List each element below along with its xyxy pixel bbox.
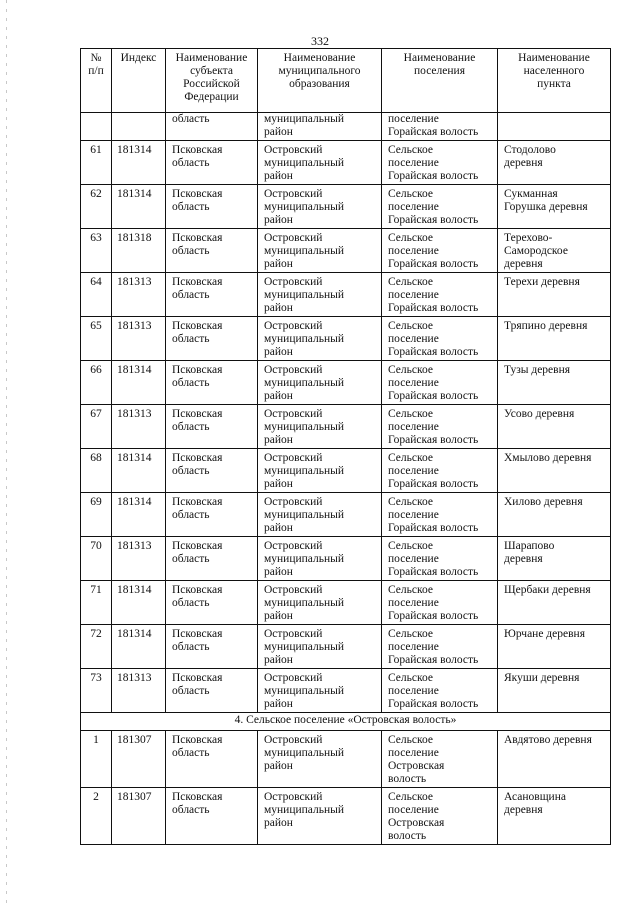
- cell-locality: Стодолово деревня: [498, 141, 611, 185]
- table-row: [81, 361, 611, 405]
- cell-municipality: Островский муниципальный район: [258, 273, 382, 317]
- table-row: [81, 625, 611, 669]
- cell-locality: Хилово деревня: [498, 493, 611, 537]
- cell-number: 71: [81, 581, 112, 625]
- cell-subject: Псковская область: [166, 405, 258, 449]
- cell-locality: Якуши деревня: [498, 669, 611, 713]
- header-index: Индекс: [112, 49, 166, 113]
- cell-settlement: Сельское поселение Горайская волость: [382, 229, 498, 273]
- cell-settlement: Сельское поселение Горайская волость: [382, 361, 498, 405]
- cell-settlement: Сельское поселение Островская волость: [382, 788, 498, 845]
- header-number: № п/п: [81, 49, 112, 113]
- cell-municipality: Островский муниципальный район: [258, 581, 382, 625]
- cell-number: 69: [81, 493, 112, 537]
- header-locality: Наименование населенного пункта: [498, 49, 611, 113]
- cell-index: 181314: [112, 185, 166, 229]
- cell-subject: Псковская область: [166, 788, 258, 845]
- cell-index: 181314: [112, 581, 166, 625]
- cell-settlement: Сельское поселение Горайская волость: [382, 273, 498, 317]
- cell-settlement: Сельское поселение Островская волость: [382, 731, 498, 788]
- page-number: 332: [311, 34, 329, 48]
- cell-municipality: Островский муниципальный район: [258, 449, 382, 493]
- cell-subject: Псковская область: [166, 229, 258, 273]
- cell-municipality: Островский муниципальный район: [258, 788, 382, 845]
- cell-index: 181313: [112, 273, 166, 317]
- cell-municipality: муниципальный район: [258, 113, 382, 141]
- cell-number: 68: [81, 449, 112, 493]
- cell-municipality: Островский муниципальный район: [258, 405, 382, 449]
- table-row: [81, 537, 611, 581]
- cell-settlement: Сельское поселение Горайская волость: [382, 537, 498, 581]
- cell-number: 62: [81, 185, 112, 229]
- cell-number: 61: [81, 141, 112, 185]
- cell-number: 73: [81, 669, 112, 713]
- cell-municipality: Островский муниципальный район: [258, 185, 382, 229]
- cell-index: 181313: [112, 405, 166, 449]
- table-row: [81, 581, 611, 625]
- table-row: [81, 317, 611, 361]
- cell-index: 181307: [112, 788, 166, 845]
- cell-index: 181318: [112, 229, 166, 273]
- table-row: [81, 141, 611, 185]
- cell-locality: Хмылово деревня: [498, 449, 611, 493]
- cell-number: 72: [81, 625, 112, 669]
- cell-number: 2: [81, 788, 112, 845]
- cell-locality: Тряпино деревня: [498, 317, 611, 361]
- cell-number: 63: [81, 229, 112, 273]
- cell-index: 181313: [112, 537, 166, 581]
- cell-settlement: Сельское поселение Горайская волость: [382, 405, 498, 449]
- cell-settlement: Сельское поселение Горайская волость: [382, 493, 498, 537]
- cell-locality: Щербаки деревня: [498, 581, 611, 625]
- cell-municipality: Островский муниципальный район: [258, 731, 382, 788]
- header-subject: Наименование субъекта Российской Федерации: [166, 49, 258, 113]
- cell-locality: Терехи деревня: [498, 273, 611, 317]
- cell-number: 64: [81, 273, 112, 317]
- cell-locality: Асановщина деревня: [498, 788, 611, 845]
- cell-municipality: Островский муниципальный район: [258, 669, 382, 713]
- cell-settlement: Сельское поселение Горайская волость: [382, 669, 498, 713]
- cell-subject: Псковская область: [166, 493, 258, 537]
- cell-index: 181314: [112, 361, 166, 405]
- table-row: [81, 449, 611, 493]
- cell-subject: область: [166, 113, 258, 141]
- cell-subject: Псковская область: [166, 449, 258, 493]
- cell-settlement: Сельское поселение Горайская волость: [382, 625, 498, 669]
- cell-municipality: Островский муниципальный район: [258, 141, 382, 185]
- cell-index: 181314: [112, 141, 166, 185]
- cell-locality: Усово деревня: [498, 405, 611, 449]
- cell-settlement: поселение Горайская волость: [382, 113, 498, 141]
- cell-municipality: Островский муниципальный район: [258, 537, 382, 581]
- cell-settlement: Сельское поселение Горайская волость: [382, 317, 498, 361]
- scan-edge-artifact: [6, 0, 7, 905]
- cell-index: 181307: [112, 731, 166, 788]
- cell-index: 181314: [112, 449, 166, 493]
- cell-settlement: Сельское поселение Горайская волость: [382, 581, 498, 625]
- cell-number: 66: [81, 361, 112, 405]
- cell-locality: Терехово- Самородское деревня: [498, 229, 611, 273]
- cell-index: 181314: [112, 493, 166, 537]
- cell-subject: Псковская область: [166, 185, 258, 229]
- cell-subject: Псковская область: [166, 317, 258, 361]
- cell-locality: Шарапово деревня: [498, 537, 611, 581]
- cell-subject: Псковская область: [166, 625, 258, 669]
- cell-index: 181313: [112, 669, 166, 713]
- cell-municipality: Островский муниципальный район: [258, 625, 382, 669]
- settlements-table: [80, 48, 611, 845]
- cell-locality: Авдятово деревня: [498, 731, 611, 788]
- cell-number: 65: [81, 317, 112, 361]
- header-municipality: Наименование муниципального образования: [258, 49, 382, 113]
- cell-municipality: Островский муниципальный район: [258, 229, 382, 273]
- cell-subject: Псковская область: [166, 141, 258, 185]
- table-row: [81, 273, 611, 317]
- cell-number: 1: [81, 731, 112, 788]
- table-row: [81, 229, 611, 273]
- cell-subject: Псковская область: [166, 669, 258, 713]
- cell-municipality: Островский муниципальный район: [258, 317, 382, 361]
- cell-index: 181313: [112, 317, 166, 361]
- cell-number: 67: [81, 405, 112, 449]
- cell-settlement: Сельское поселение Горайская волость: [382, 141, 498, 185]
- section-title: 4. Сельское поселение «Островская волость»: [81, 713, 611, 731]
- table-row: [81, 788, 611, 845]
- cell-locality: Сукманная Горушка деревня: [498, 185, 611, 229]
- cell-number: [81, 113, 112, 141]
- cell-subject: Псковская область: [166, 581, 258, 625]
- continuation-row: [81, 113, 611, 141]
- cell-locality: [498, 113, 611, 141]
- cell-index: 181314: [112, 625, 166, 669]
- table-header-row: [81, 49, 611, 113]
- cell-locality: Юрчане деревня: [498, 625, 611, 669]
- table-row: [81, 493, 611, 537]
- cell-municipality: Островский муниципальный район: [258, 361, 382, 405]
- cell-subject: Псковская область: [166, 537, 258, 581]
- cell-municipality: Островский муниципальный район: [258, 493, 382, 537]
- cell-subject: Псковская область: [166, 731, 258, 788]
- section-heading-row: [81, 713, 611, 731]
- header-settlement: Наименование поселения: [382, 49, 498, 113]
- table-row: [81, 669, 611, 713]
- cell-number: 70: [81, 537, 112, 581]
- cell-index: [112, 113, 166, 141]
- table-row: [81, 731, 611, 788]
- table-row: [81, 405, 611, 449]
- cell-settlement: Сельское поселение Горайская волость: [382, 449, 498, 493]
- cell-locality: Тузы деревня: [498, 361, 611, 405]
- table-row: [81, 185, 611, 229]
- cell-settlement: Сельское поселение Горайская волость: [382, 185, 498, 229]
- cell-subject: Псковская область: [166, 273, 258, 317]
- cell-subject: Псковская область: [166, 361, 258, 405]
